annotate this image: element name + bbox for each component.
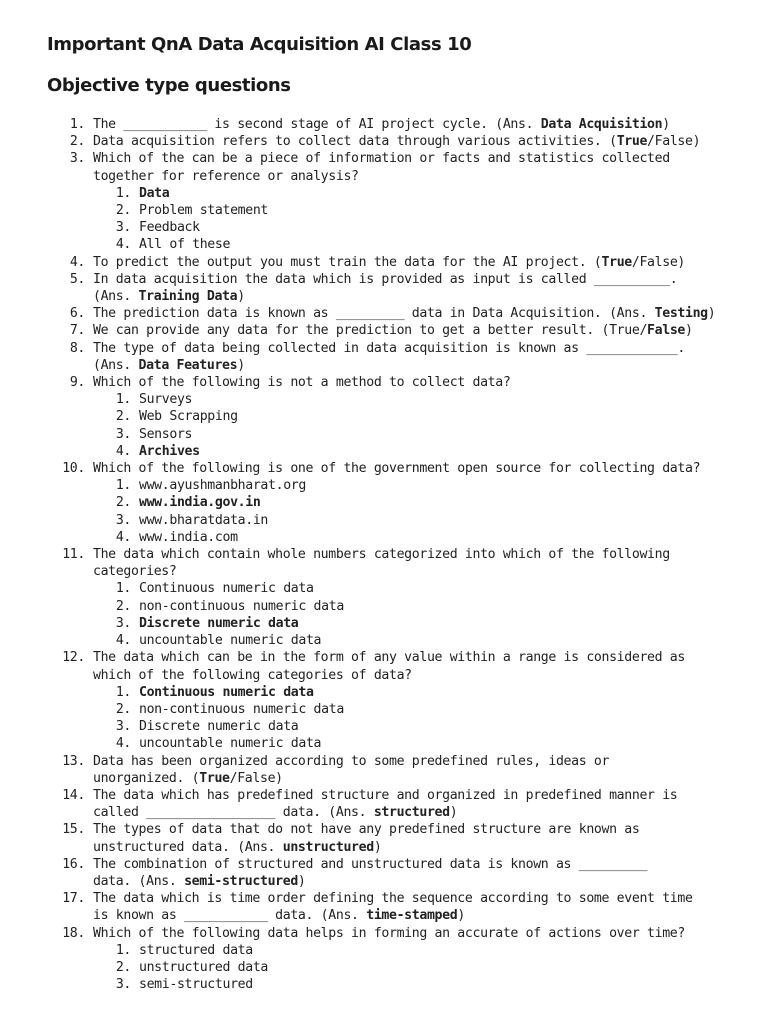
answer-text: Data [139, 185, 170, 201]
text-run: is known as ___________ data. (Ans. [93, 908, 367, 924]
text-run: The combination of structured and unstructured data is known as _________ [93, 856, 648, 872]
document-title: Important QnA Data Acquisition AI Class 10 [47, 34, 472, 55]
text-run: The data which is time order defining the sequence according to some event time [93, 891, 693, 907]
option-text [139, 512, 768, 529]
option-number: 3. [115, 220, 131, 236]
text-run: categories? [93, 564, 177, 580]
question-text-line [93, 357, 728, 374]
option-item [0, 976, 768, 993]
option-item [0, 477, 768, 494]
option-text [139, 735, 768, 752]
option-item [0, 185, 768, 202]
option-number: 3. [115, 977, 131, 993]
text-run: The type of data being collected in data acquisition is known as ____________. [93, 340, 685, 356]
question-text-line [93, 374, 728, 391]
question-number: 9. [69, 375, 85, 391]
option-text [139, 598, 768, 615]
option-number: 2. [115, 495, 131, 511]
text-run: ) [457, 908, 465, 924]
option-text [139, 615, 768, 632]
text-run: /False) [229, 770, 283, 786]
option-item [0, 684, 768, 701]
option-number: 4. [115, 529, 131, 545]
question-number: 1. [69, 117, 85, 132]
question-text-line [93, 340, 728, 357]
answer-text: www.india.gov.in [139, 495, 261, 511]
option-item [0, 202, 768, 219]
text-run: Which of the following data helps in forming an accurate of actions over time? [93, 925, 685, 941]
question-item [0, 787, 768, 821]
text-run: Which of the following is not a method to collect data? [93, 375, 511, 391]
question-number: 16. [62, 856, 85, 872]
question-text-line [93, 150, 728, 167]
text-run: unstructured data [139, 959, 269, 975]
question-number: 7. [69, 323, 85, 339]
text-run: Discrete numeric data [139, 719, 299, 735]
option-text [139, 494, 768, 511]
text-run: /False) [631, 254, 686, 270]
option-number: 2. [115, 701, 131, 717]
question-text-line [93, 168, 728, 185]
text-run: Data has been organized according to some predefined rules, ideas or [93, 753, 610, 769]
question-item [0, 374, 768, 391]
question-number: 5. [69, 271, 85, 287]
option-number: 1. [115, 581, 131, 597]
text-run: ) [237, 289, 245, 305]
text-run: uncountable numeric data [139, 736, 322, 752]
text-run: Which of the following is one of the government open source for collecting data? [93, 461, 701, 477]
question-item [0, 116, 768, 133]
option-item [0, 632, 768, 649]
text-run: The data which has predefined structure and organized in predefined manner is [93, 787, 678, 803]
question-item [0, 271, 768, 305]
question-text-line [93, 254, 728, 271]
question-number: 18. [62, 925, 85, 941]
question-text-line [93, 821, 728, 838]
answer-text: True [601, 254, 632, 270]
option-number: 3. [115, 426, 131, 442]
option-text [139, 185, 768, 202]
question-number: 10. [62, 461, 85, 477]
question-text-line [93, 649, 728, 666]
option-item [0, 426, 768, 443]
question-item [0, 821, 768, 855]
option-item [0, 598, 768, 615]
question-number: 15. [62, 822, 85, 838]
text-run: We can provide any data for the prediction to get a better result. (True/ [93, 323, 648, 339]
question-number: 6. [69, 306, 85, 322]
text-run: unorganized. ( [93, 770, 200, 786]
option-text [139, 202, 768, 219]
question-item [0, 925, 768, 942]
option-number: 1. [115, 942, 131, 958]
question-text-line [93, 271, 728, 288]
question-number: 8. [69, 340, 85, 356]
option-text [139, 391, 768, 408]
text-run: uncountable numeric data [139, 633, 322, 649]
question-text-line [93, 873, 728, 890]
option-text [139, 236, 768, 253]
question-text-line [93, 546, 728, 563]
text-run: together for reference or analysis? [93, 168, 359, 184]
text-run: ) [707, 306, 716, 322]
option-number: 4. [115, 736, 131, 752]
question-item [0, 150, 768, 184]
option-number: 1. [115, 392, 131, 408]
text-run: To predict the output you must train the data for the AI project. ( [93, 254, 602, 270]
text-run: ) [449, 805, 458, 821]
option-number: 2. [115, 598, 131, 614]
question-text-line [93, 667, 728, 684]
text-run: www.ayushmanbharat.org [139, 478, 306, 494]
option-text [139, 580, 768, 597]
option-item [0, 494, 768, 511]
text-run: /False) [647, 134, 701, 150]
answer-text: True [199, 770, 230, 786]
question-item [0, 254, 768, 271]
text-run: The data which contain whole numbers categorized into which of the following [93, 547, 670, 563]
option-number: 2. [115, 409, 131, 425]
text-run: called _________________ data. (Ans. [93, 805, 374, 821]
text-run: Web Scrapping [139, 409, 238, 425]
question-text-line [93, 787, 728, 804]
question-number: 14. [62, 787, 85, 803]
text-run: Feedback [139, 220, 200, 236]
text-run: All of these [139, 237, 231, 253]
answer-text: Testing [654, 306, 708, 322]
question-text-line [93, 856, 728, 873]
option-text [139, 443, 768, 460]
option-item [0, 615, 768, 632]
text-run: In data acquisition the data which is provided as input is called __________. [93, 271, 678, 287]
question-text-line [93, 288, 728, 305]
answer-text: unstructured [282, 839, 374, 855]
question-list [0, 116, 768, 993]
answer-text: semi-structured [184, 873, 298, 889]
text-run: ) [685, 323, 693, 339]
question-item [0, 322, 768, 339]
question-item [0, 649, 768, 683]
text-run: ) [237, 357, 245, 373]
option-number: 1. [115, 185, 131, 201]
question-item [0, 753, 768, 787]
text-run: non-continuous numeric data [139, 598, 344, 614]
option-number: 4. [115, 237, 131, 253]
option-item [0, 219, 768, 236]
question-text-line [93, 133, 728, 150]
option-item [0, 580, 768, 597]
question-text-line [93, 770, 728, 787]
question-item [0, 305, 768, 322]
question-item [0, 133, 768, 150]
option-number: 1. [115, 684, 131, 700]
text-run: Which of the can be a piece of information or facts and statistics collected [93, 151, 670, 167]
option-text [139, 477, 768, 494]
question-item [0, 856, 768, 890]
question-number: 13. [62, 753, 85, 769]
option-text [139, 684, 768, 701]
answer-text: Archives [139, 443, 200, 459]
option-item [0, 959, 768, 976]
question-text-line [93, 460, 728, 477]
option-number: 3. [115, 512, 131, 528]
text-run: The prediction data is known as _________ data in Data Acquisition. (Ans. [93, 306, 655, 322]
text-run: Sensors [139, 426, 193, 442]
text-run: www.india.com [139, 529, 238, 545]
option-number: 1. [115, 478, 131, 494]
question-item [0, 340, 768, 374]
option-item [0, 512, 768, 529]
question-number: 17. [62, 891, 85, 907]
option-number: 3. [115, 719, 131, 735]
option-item [0, 735, 768, 752]
question-number: 12. [62, 650, 85, 666]
option-item [0, 529, 768, 546]
option-number: 3. [115, 615, 131, 631]
question-text-line [93, 563, 728, 580]
option-text [139, 942, 768, 959]
answer-text: Data Acquisition [540, 117, 663, 132]
option-text [139, 529, 768, 546]
text-run: ) [662, 117, 670, 132]
option-number: 4. [115, 633, 131, 649]
text-run: which of the following categories of data? [93, 667, 412, 683]
text-run: structured data [139, 942, 253, 958]
text-run: data. (Ans. [93, 873, 185, 889]
question-number: 2. [69, 134, 85, 150]
question-text-line [93, 890, 728, 907]
question-number: 4. [69, 254, 85, 270]
answer-text: True [616, 134, 648, 150]
option-item [0, 942, 768, 959]
question-text-line [93, 116, 728, 133]
option-text [139, 976, 768, 993]
text-run: ) [373, 839, 382, 855]
question-item [0, 460, 768, 477]
option-text [139, 408, 768, 425]
text-run: non-continuous numeric data [139, 701, 344, 717]
option-text [139, 426, 768, 443]
answer-text: Data Features [138, 357, 238, 373]
option-number: 4. [115, 443, 131, 459]
text-run: unstructured data. (Ans. [93, 839, 283, 855]
option-item [0, 443, 768, 460]
text-run: semi-structured [139, 977, 253, 993]
question-text-line [93, 305, 728, 322]
question-text-line [93, 753, 728, 770]
option-number: 2. [115, 203, 131, 219]
option-text [139, 959, 768, 976]
text-run: Problem statement [139, 203, 269, 219]
question-number: 3. [69, 151, 85, 167]
question-item [0, 546, 768, 580]
option-item [0, 236, 768, 253]
option-number: 2. [115, 959, 131, 975]
answer-text: Continuous numeric data [139, 684, 314, 700]
text-run: Data acquisition refers to collect data through various activities. ( [93, 134, 617, 150]
answer-text: False [647, 323, 685, 339]
option-text [139, 701, 768, 718]
text-run: Surveys [139, 392, 193, 408]
option-text [139, 718, 768, 735]
answer-text: time-stamped [366, 908, 458, 924]
question-text-line [93, 322, 728, 339]
option-text [139, 632, 768, 649]
question-text-line [93, 907, 728, 924]
option-item [0, 718, 768, 735]
text-run: Continuous numeric data [139, 581, 314, 597]
question-text-line [93, 925, 728, 942]
question-item [0, 890, 768, 924]
answer-text: Training Data [138, 289, 238, 305]
text-run: www.bharatdata.in [139, 512, 269, 528]
question-text-line [93, 804, 728, 821]
answer-text: structured [373, 805, 450, 821]
text-run: The data which can be in the form of any value within a range is considered as [93, 650, 685, 666]
text-run: The ___________ is second stage of AI project cycle. (Ans. [93, 117, 541, 132]
question-text-line [93, 839, 728, 856]
answer-text: Discrete numeric data [139, 615, 299, 631]
text-run: (Ans. [93, 357, 139, 373]
option-item [0, 408, 768, 425]
text-run: The types of data that do not have any predefined structure are known as [93, 822, 640, 838]
option-item [0, 701, 768, 718]
text-run: ) [297, 873, 306, 889]
section-heading: Objective type questions [47, 75, 291, 96]
question-number: 11. [62, 547, 85, 563]
option-text [139, 219, 768, 236]
option-item [0, 391, 768, 408]
text-run: (Ans. [93, 289, 139, 305]
